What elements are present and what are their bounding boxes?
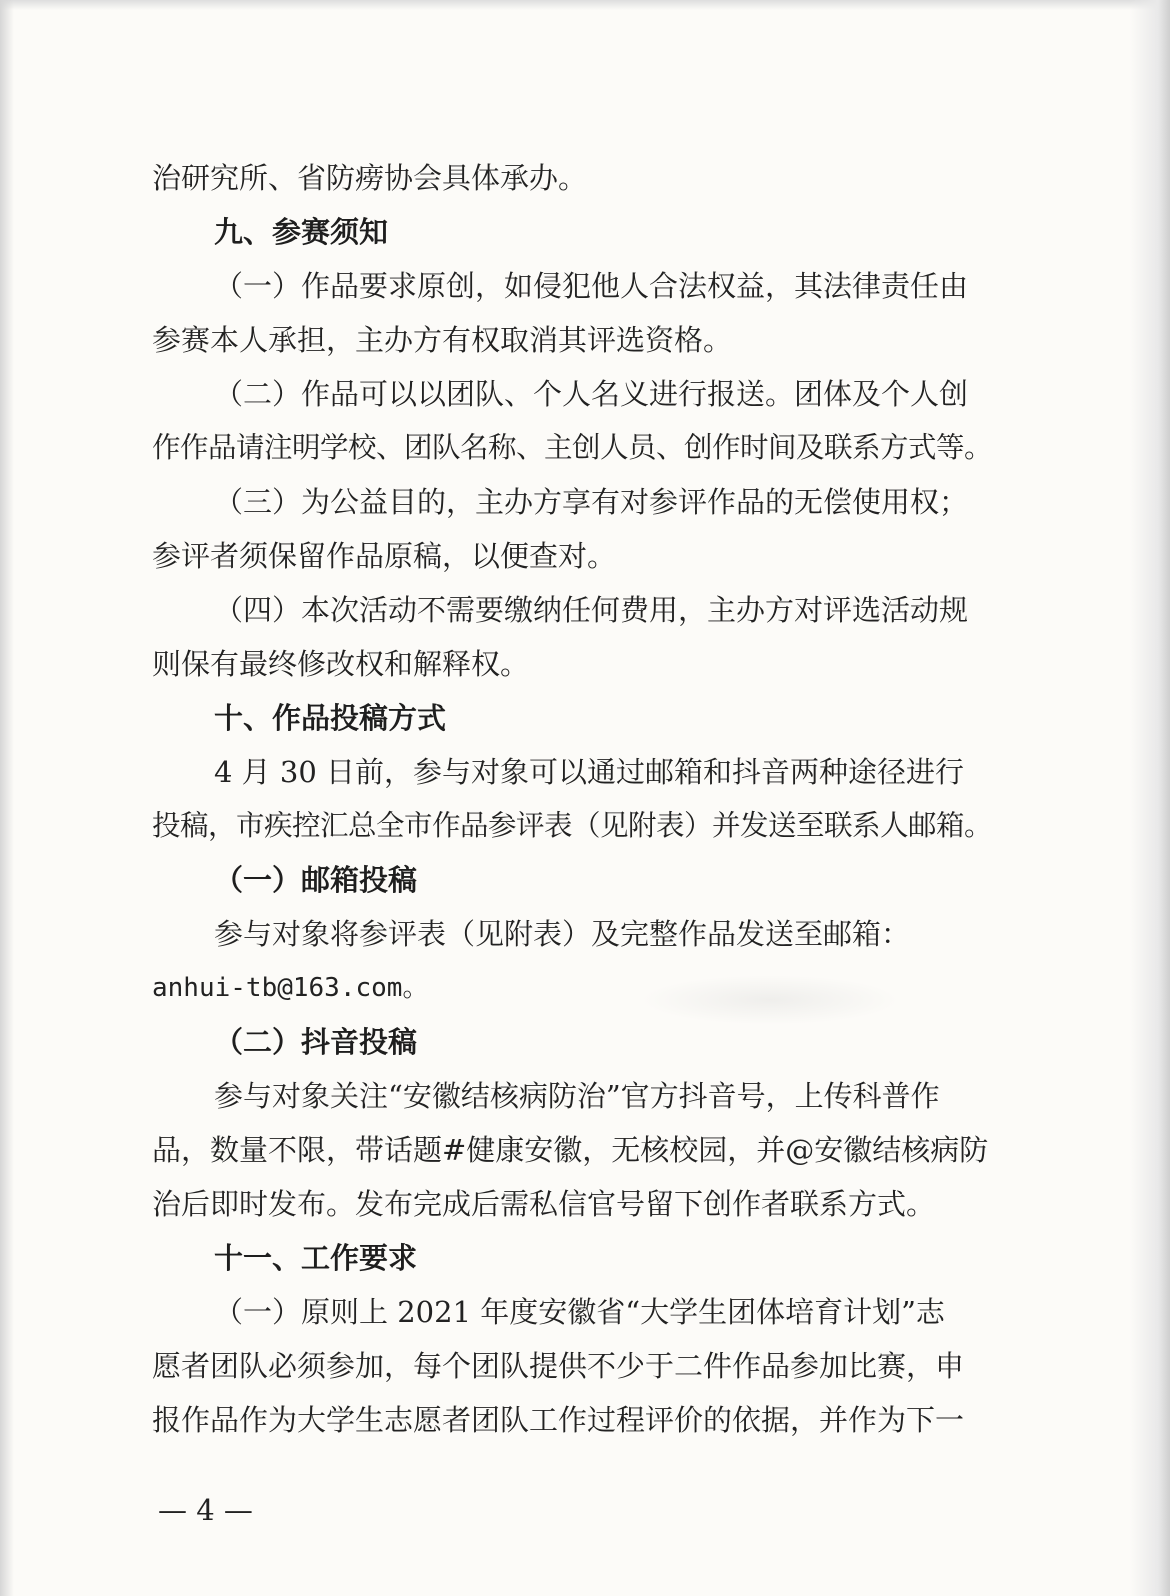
email-address: anhui-tb@163.com。	[152, 973, 429, 1003]
bleed-through-mark	[640, 975, 900, 1025]
body-line: 参评者须保留作品原稿，以便查对。	[152, 539, 617, 573]
section-heading-nine: 九、参赛须知	[214, 215, 389, 249]
body-line: （一）原则上 2021 年度安徽省“大学生团体培育计划”志	[214, 1295, 945, 1329]
page-number: — 4 —	[158, 1493, 253, 1527]
section-heading-eleven: 十一、工作要求	[214, 1241, 418, 1275]
body-line: 4 月 30 日前，参与对象可以通过邮箱和抖音两种途径进行	[214, 755, 965, 789]
scan-edge-top	[0, 0, 1170, 10]
body-line: 治研究所、省防痨协会具体承办。	[152, 161, 588, 195]
body-line: 作作品请注明学校、团队名称、主创人员、创作时间及联系方式等。	[152, 431, 993, 464]
body-line: 治后即时发布。发布完成后需私信官号留下创作者联系方式。	[152, 1187, 936, 1221]
body-line: 品，数量不限，带话题#健康安徽，无核校园，并@安徽结核病防	[152, 1133, 989, 1167]
body-line: （二）作品可以以团队、个人名义进行报送。团体及个人创	[214, 377, 969, 411]
scan-edge-right	[1130, 0, 1170, 1596]
body-line: 愿者团队必须参加，每个团队提供不少于二件作品参加比赛，申	[152, 1349, 965, 1383]
body-line: 报作品作为大学生志愿者团队工作过程评价的依据，并作为下一	[152, 1403, 965, 1437]
body-line: 参赛本人承担，主办方有权取消其评选资格。	[152, 323, 733, 357]
subheading-email-submission: （一）邮箱投稿	[214, 863, 418, 897]
body-line: （三）为公益目的，主办方享有对参评作品的无偿使用权；	[214, 485, 969, 519]
body-line: 参与对象关注“安徽结核病防治”官方抖音号，上传科普作	[214, 1079, 940, 1113]
scan-edge-left	[0, 0, 14, 1596]
body-line: 参与对象将参评表（见附表）及完整作品发送至邮箱：	[214, 917, 911, 951]
body-line: （四）本次活动不需要缴纳任何费用，主办方对评选活动规	[214, 593, 969, 627]
section-heading-ten: 十、作品投稿方式	[214, 701, 447, 735]
body-line: 则保有最终修改权和解释权。	[152, 647, 530, 681]
body-line: （一）作品要求原创，如侵犯他人合法权益，其法律责任由	[214, 269, 969, 303]
subheading-douyin-submission: （二）抖音投稿	[214, 1025, 418, 1059]
body-line: 投稿，市疾控汇总全市作品参评表（见附表）并发送至联系人邮箱。	[152, 809, 993, 842]
